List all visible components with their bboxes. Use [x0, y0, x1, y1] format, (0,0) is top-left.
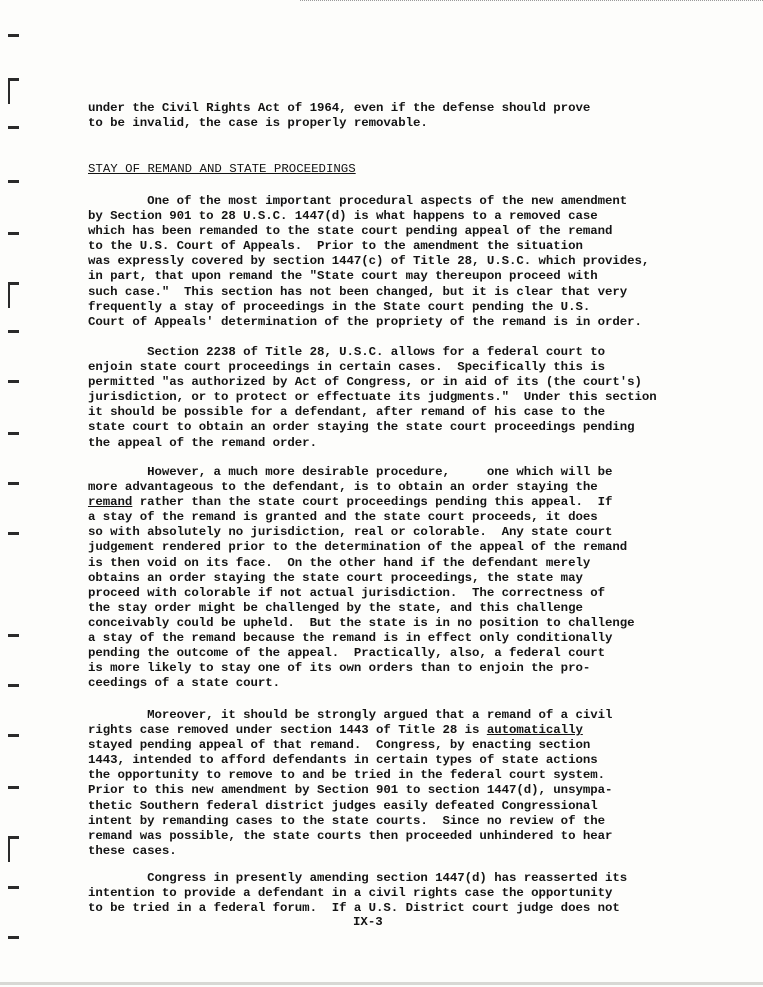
section-heading: STAY OF REMAND AND STATE PROCEEDINGS: [88, 162, 356, 176]
text-line: permitted "as authorized by Act of Congress, or in aid of its (the court's): [88, 375, 642, 390]
text-line: stayed pending appeal of that remand. Congress, by enacting section: [88, 738, 591, 753]
text-line: enjoin state court proceedings in certain cases. Specifically this is: [88, 360, 605, 375]
text-line: by Section 901 to 28 U.S.C. 1447(d) is what happens to a removed case: [88, 209, 598, 224]
text-line: intention to provide a defendant in a civil rights case the opportunity: [88, 886, 613, 901]
binder-mark: [8, 482, 19, 485]
text-line: the stay order might be challenged by the state, and this challenge: [88, 600, 583, 615]
binder-mark: [8, 886, 19, 889]
page-number: IX-3: [353, 915, 383, 929]
text-line: remand was possible, the state courts then proceeded unhindered to hear: [88, 828, 613, 843]
text-span: rather than the state court proceedings pending this appeal. If: [132, 495, 613, 510]
paragraph-automatically-stayed: [88, 708, 688, 859]
paragraph-stay-of-remand: [88, 194, 688, 330]
text-line: One of the most important procedural aspects of the new amendment: [88, 194, 628, 208]
text-line: [88, 495, 688, 510]
binder-mark: [8, 180, 19, 183]
text-line: in part, that upon remand the "State court may thereupon proceed with: [88, 269, 598, 284]
text-line: Court of Appeals' determination of the propriety of the remand is in order.: [88, 314, 642, 329]
binder-mark: [8, 634, 19, 637]
binder-mark: [8, 786, 19, 789]
text-line: judgement rendered prior to the determination of the appeal of the remand: [88, 540, 628, 555]
text-line: proceed with colorable if not actual jurisdiction. The correctness of: [88, 585, 605, 600]
intro-paragraph: [88, 101, 688, 131]
text-line: Prior to this new amendment by Section 901 to section 1447(d), unsympa-: [88, 783, 613, 798]
text-line: so with absolutely no jurisdiction, real or colorable. Any state court: [88, 525, 613, 540]
text-line: it should be possible for a defendant, after remand of his case to the: [88, 405, 605, 420]
text-line: a stay of the remand is granted and the state court proceeds, it does: [88, 510, 598, 525]
text-line: under the Civil Rights Act of 1964, even if the defense should prove: [88, 101, 591, 115]
binder-mark: [8, 684, 19, 687]
binder-mark: [8, 126, 19, 129]
top-edge-dots: [300, 0, 763, 3]
bottom-edge: [0, 982, 763, 985]
text-line: is more likely to stay one of its own orders than to enjoin the pro-: [88, 661, 591, 676]
binder-mark: [8, 380, 19, 383]
binder-mark: [8, 734, 19, 737]
text-line: obtains an order staying the state court proceedings, the state may: [88, 570, 583, 585]
text-line: state court to obtain an order staying the state court proceedings pending: [88, 420, 635, 435]
text-line: which has been remanded to the state court pending appeal of the remand: [88, 224, 613, 239]
text-line: Congress in presently amending section 1447(d) has reasserted its: [88, 871, 628, 885]
text-line: these cases.: [88, 843, 177, 858]
text-line: ceedings of a state court.: [88, 676, 281, 691]
text-line: intent by remanding cases to the state courts. Since no review of the: [88, 813, 605, 828]
text-line: conceivably could be upheld. But the state is in no position to challenge: [88, 615, 635, 630]
binder-mark: [8, 282, 19, 285]
text-line: was expressly covered by section 1447(c) of Title 28, U.S.C. which provides,: [88, 254, 650, 269]
paragraph-section-2238: [88, 345, 688, 451]
text-line: Section 2238 of Title 28, U.S.C. allows for a federal court to: [88, 345, 605, 359]
text-line: a stay of the remand because the remand is in effect only conditionally: [88, 631, 613, 646]
text-line: to be invalid, the case is properly removable.: [88, 116, 428, 131]
binder-mark: [8, 34, 19, 37]
text-line: jurisdiction, or to protect or effectuate its judgments." Under this section: [88, 390, 657, 405]
text-line: the opportunity to remove to and be tried in the federal court system.: [88, 768, 605, 783]
text-line: to the U.S. Court of Appeals. Prior to the amendment the situation: [88, 239, 583, 254]
text-line: However, a much more desirable procedure, one which will be: [88, 465, 613, 479]
binder-mark: [8, 836, 19, 839]
text-line: frequently a stay of proceedings in the State court pending the U.S.: [88, 299, 591, 314]
paragraph-desirable-procedure: [88, 465, 688, 691]
underlined-word-remand: remand: [88, 495, 133, 510]
text-line: 1443, intended to afford defendants in certain types of state actions: [88, 753, 598, 768]
binder-mark: [8, 532, 19, 535]
text-line: [88, 723, 688, 738]
text-line: such case." This section has not been changed, but it is clear that very: [88, 284, 628, 299]
binder-mark: [8, 232, 19, 235]
text-line: the appeal of the remand order.: [88, 435, 317, 450]
paragraph-congress-amending: [88, 871, 688, 916]
binder-mark: [8, 78, 19, 81]
binder-mark: [8, 330, 19, 333]
binder-mark: [8, 432, 19, 435]
text-line: thetic Southern federal district judges easily defeated Congressional: [88, 798, 598, 813]
binder-mark: [8, 936, 19, 939]
text-line: is then void on its face. On the other hand if the defendant merely: [88, 555, 591, 570]
underlined-word-automatically: automatically: [486, 723, 583, 738]
text-line: Moreover, it should be strongly argued that a remand of a civil: [88, 708, 613, 722]
text-line: more advantageous to the defendant, is to obtain an order staying the: [88, 480, 598, 495]
text-span: rights case removed under section 1443 of Title 28 is: [88, 723, 487, 738]
text-line: to be tried in a federal forum. If a U.S. District court judge does not: [88, 901, 620, 916]
text-line: pending the outcome of the appeal. Practically, also, a federal court: [88, 646, 605, 661]
